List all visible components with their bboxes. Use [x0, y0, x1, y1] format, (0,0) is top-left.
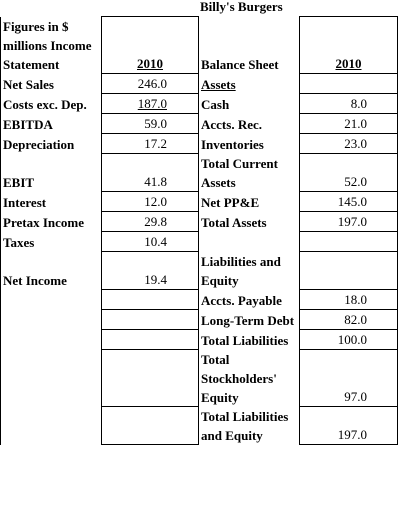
balance-item-label: Accts. Rec.: [199, 114, 300, 134]
income-item-value: [102, 310, 199, 330]
income-item-value: 29.8: [102, 212, 199, 232]
balance-item-label: Assets: [199, 74, 300, 94]
balance-item-label: Cash: [199, 94, 300, 114]
income-item-label: Taxes: [1, 232, 102, 252]
table-row: [1, 114, 398, 134]
balance-item-label: Total Current Assets: [199, 154, 300, 192]
balance-item-label: Total Stockholders' Equity: [199, 350, 300, 407]
table-row: [1, 134, 398, 154]
table-row: [1, 252, 398, 290]
balance-year-header: 2010: [300, 17, 398, 74]
income-item-label: EBITDA: [1, 114, 102, 134]
table-row: [1, 154, 398, 192]
income-item-value: 17.2: [102, 134, 199, 154]
income-item-label: Depreciation: [1, 134, 102, 154]
balance-item-value: [300, 252, 398, 290]
balance-item-label: [199, 232, 300, 252]
income-item-value: [102, 350, 199, 407]
income-item-value: 12.0: [102, 192, 199, 212]
financial-table: [0, 16, 398, 445]
balance-item-value: 18.0: [300, 290, 398, 310]
income-item-value: 10.4: [102, 232, 199, 252]
balance-item-label: Accts. Payable: [199, 290, 300, 310]
income-item-value: 246.0: [102, 74, 199, 94]
income-item-value: 187.0: [102, 94, 199, 114]
balance-item-value: 197.0: [300, 212, 398, 232]
balance-item-value: 23.0: [300, 134, 398, 154]
balance-item-label: Liabilities and Equity: [199, 252, 300, 290]
table-row: [1, 74, 398, 94]
table-row: [1, 192, 398, 212]
balance-item-value: 145.0: [300, 192, 398, 212]
table-row: [1, 212, 398, 232]
income-item-value: [102, 407, 199, 445]
balance-item-value: 100.0: [300, 330, 398, 350]
income-item-label: Pretax Income: [1, 212, 102, 232]
balance-item-value: [300, 232, 398, 252]
balance-item-value: 8.0: [300, 94, 398, 114]
balance-item-label: Inventories: [199, 134, 300, 154]
balance-item-value: 97.0: [300, 350, 398, 407]
income-year-header: 2010: [102, 17, 199, 74]
income-item-value: 59.0: [102, 114, 199, 134]
balance-item-label: Net PP&E: [199, 192, 300, 212]
income-item-label: Net Income: [1, 252, 102, 290]
balance-sheet-header: Balance Sheet: [199, 17, 300, 74]
balance-item-value: 82.0: [300, 310, 398, 330]
table-row: [1, 407, 398, 445]
income-item-label: Costs exc. Dep.: [1, 94, 102, 114]
balance-item-value: [300, 74, 398, 94]
income-statement-header: Figures in $ millions Income Statement: [1, 17, 102, 74]
income-item-label: [1, 407, 102, 445]
table-row: [1, 290, 398, 310]
table-row: [1, 232, 398, 252]
balance-item-label: Total Liabilities and Equity: [199, 407, 300, 445]
balance-item-value: 21.0: [300, 114, 398, 134]
income-item-label: EBIT: [1, 154, 102, 192]
balance-item-label: Long-Term Debt: [199, 310, 300, 330]
income-item-label: [1, 330, 102, 350]
income-item-label: Interest: [1, 192, 102, 212]
income-item-value: [102, 290, 199, 310]
document-title: Billy's Burgers: [200, 0, 283, 14]
income-item-label: Net Sales: [1, 74, 102, 94]
balance-item-label: Total Liabilities: [199, 330, 300, 350]
income-item-value: 41.8: [102, 154, 199, 192]
income-item-label: [1, 310, 102, 330]
table-row: [1, 350, 398, 407]
income-item-value: 19.4: [102, 252, 199, 290]
income-item-label: [1, 290, 102, 310]
income-item-label: [1, 350, 102, 407]
header-row: [1, 17, 398, 74]
table-row: [1, 94, 398, 114]
table-row: [1, 310, 398, 330]
balance-item-value: 52.0: [300, 154, 398, 192]
income-item-value: [102, 330, 199, 350]
table-row: [1, 330, 398, 350]
balance-item-label: Total Assets: [199, 212, 300, 232]
balance-item-value: 197.0: [300, 407, 398, 445]
